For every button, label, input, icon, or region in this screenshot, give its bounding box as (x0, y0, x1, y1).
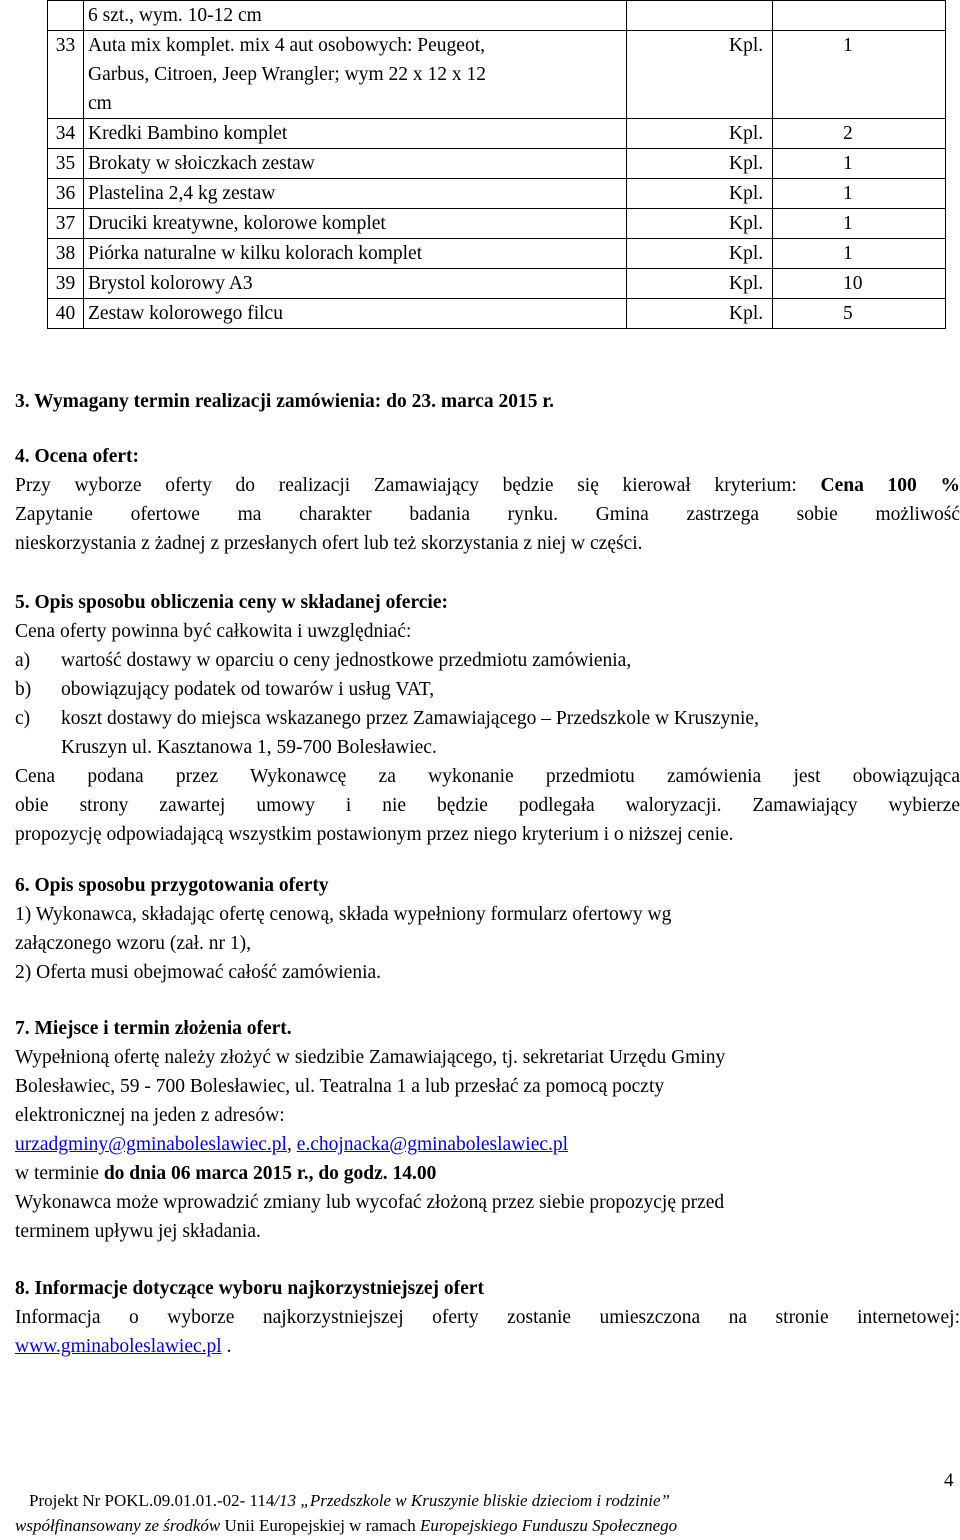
text-line: Wykonawca może wprowadzić zmiany lub wycofać złożoną przez siebie propozycję przed (15, 1192, 725, 1213)
items-table (47, 0, 946, 329)
item-number: 35 (48, 149, 84, 179)
section-4-line-2: Zapytanie ofertowe ma charakter badania rynku. Gmina zastrzega sobie możliwość (15, 504, 960, 525)
list-item-text: obowiązujący podatek od towarów i usług VAT, (61, 679, 435, 700)
section-8-line-1: Informacja o wyborze najkorzystniejszej oferty zostanie umieszczona na stronie internetowej: (15, 1307, 960, 1328)
table-row (48, 299, 946, 329)
item-name (84, 239, 627, 269)
item-name-line: Brystol kolorowy A3 (88, 273, 253, 294)
item-name-line: Brokaty w słoiczkach zestaw (88, 153, 315, 174)
table-row (48, 1, 946, 31)
section-4-line-3: nieskorzystania z żadnej z przesłanych ofert lub też skorzystania z niej w części. (15, 533, 643, 554)
section-7-final (15, 1188, 960, 1246)
section-6 (15, 871, 960, 987)
section-7-lines (15, 1043, 960, 1130)
footer (15, 1488, 945, 1538)
item-unit: Kpl. (627, 269, 773, 299)
item-quantity: 5 (773, 299, 946, 329)
item-name-line: Zestaw kolorowego filcu (88, 303, 283, 324)
item-unit: Kpl. (627, 239, 773, 269)
item-unit: Kpl. (627, 119, 773, 149)
item-name (84, 119, 627, 149)
text-line: załączonego wzoru (zał. nr 1), (15, 933, 252, 954)
section-4-heading: 4. Ocena ofert: (15, 446, 139, 467)
list-item-text: koszt dostawy do miejsca wskazanego przez Zamawiającego – Przedszkole w Kruszynie, (61, 708, 759, 729)
text-line: Cena podana przez Wykonawcę za wykonanie przedmiotu zamówienia jest obowiązująca (15, 766, 960, 787)
list-item (15, 646, 960, 675)
item-name-line: Kredki Bambino komplet (88, 123, 288, 144)
item-number: 36 (48, 179, 84, 209)
email-line: urzadgminy@gminaboleslawiec.pl, e.chojnacka@gminaboleslawiec.pl (15, 1134, 569, 1155)
item-name (84, 269, 627, 299)
table-row (48, 31, 946, 119)
text-line: 2) Oferta musi obejmować całość zamówienia. (15, 962, 382, 983)
item-unit: Kpl. (627, 179, 773, 209)
table-row (48, 209, 946, 239)
list-item-label: a) (15, 650, 31, 671)
section-5-heading: 5. Opis sposobu obliczenia ceny w składanej ofercie: (15, 592, 448, 613)
section-8-heading: 8. Informacje dotyczące wyboru najkorzystniejszej ofert (15, 1278, 484, 1299)
page-number: 4 (944, 1470, 954, 1491)
list-item-text: wartość dostawy w oparciu o ceny jednostkowe przedmiotu zamówienia, (61, 650, 632, 671)
item-quantity: 1 (773, 179, 946, 209)
deadline-bold: do dnia 06 marca 2015 r., do godz. 14.00 (103, 1163, 437, 1184)
text-line: elektronicznej na jeden z adresów: (15, 1105, 285, 1126)
item-name (84, 179, 627, 209)
item-number: 37 (48, 209, 84, 239)
footer-line-1: Projekt Nr POKL.09.01.01.-02- 114/13 „Przedszkole w Kruszynie bliskie dzieciom i rodzinie” (29, 1491, 670, 1510)
section-8 (15, 1274, 960, 1361)
deadline-line: w terminie do dnia 06 marca 2015 r., do godz. 14.00 (15, 1163, 437, 1184)
item-number: 34 (48, 119, 84, 149)
item-quantity: 1 (773, 239, 946, 269)
table-row (48, 149, 946, 179)
text-line: 1) Wykonawca, składając ofertę cenową, składa wypełniony formularz ofertowy wg (15, 904, 672, 925)
criterion-bold: Cena 100 % (820, 475, 960, 496)
section-4-line-1: Przy wyborze oferty do realizacji Zamawiający będzie się kierował kryterium: Cena 100 % (15, 475, 960, 496)
section-6-lines (15, 900, 960, 987)
item-name (84, 31, 627, 119)
item-number: 39 (48, 269, 84, 299)
item-name (84, 299, 627, 329)
email-link-1[interactable]: urzadgminy@gminaboleslawiec.pl (15, 1134, 287, 1155)
list-item (15, 675, 960, 704)
item-name (84, 209, 627, 239)
item-number: 40 (48, 299, 84, 329)
table-body (48, 31, 946, 329)
item-name-line: Auta mix komplet. mix 4 aut osobowych: Peugeot, (88, 35, 485, 56)
section-4 (15, 442, 960, 558)
website-link[interactable]: www.gminaboleslawiec.pl (15, 1336, 222, 1357)
item-unit: Kpl. (627, 149, 773, 179)
item-quantity: 10 (773, 269, 946, 299)
section-5-intro: Cena oferty powinna być całkowita i uwzględniać: (15, 621, 412, 642)
table-row (48, 269, 946, 299)
section-5-paragraph (15, 762, 960, 849)
item-unit: Kpl. (627, 31, 773, 119)
item-name-line: Garbus, Citroen, Jeep Wrangler; wym 22 x 12 x 12 (88, 64, 486, 85)
text-line: Bolesławiec, 59 - 700 Bolesławiec, ul. Teatralna 1 a lub przesłać za pomocą poczty (15, 1076, 665, 1097)
section-5 (15, 588, 960, 849)
email-link-2[interactable]: e.chojnacka@gminaboleslawiec.pl (296, 1134, 569, 1155)
item-name-line: Plastelina 2,4 kg zestaw (88, 183, 276, 204)
item-name-line: cm (88, 93, 112, 114)
section-6-heading: 6. Opis sposobu przygotowania oferty (15, 875, 329, 896)
list-item-label: b) (15, 679, 32, 700)
table-row (48, 119, 946, 149)
item-quantity: 1 (773, 209, 946, 239)
list-item (15, 704, 960, 733)
section-7-heading: 7. Miejsce i termin złożenia ofert. (15, 1018, 292, 1039)
item-unit: Kpl. (627, 299, 773, 329)
list-item-label: c) (15, 708, 31, 729)
item-quantity: 1 (773, 149, 946, 179)
item-name-line: Piórka naturalne w kilku kolorach komplet (88, 243, 423, 264)
section-7 (15, 1014, 960, 1246)
item-name: 6 szt., wym. 10-12 cm (84, 1, 627, 31)
section-8-link-line: www.gminaboleslawiec.pl . (15, 1336, 232, 1357)
text-line: Wypełnioną ofertę należy złożyć w siedzibie Zamawiającego, tj. sekretariat Urzędu Gminy (15, 1047, 726, 1068)
item-name (84, 149, 627, 179)
item-name-line: Druciki kreatywne, kolorowe komplet (88, 213, 386, 234)
text-line: terminem upływu jej składania. (15, 1221, 261, 1242)
table-row (48, 239, 946, 269)
text-line: propozycję odpowiadającą wszystkim postawionym przez niego kryterium i o niższej cenie. (15, 824, 734, 845)
item-unit: Kpl. (627, 209, 773, 239)
item-number: 33 (48, 31, 84, 119)
item-quantity: 2 (773, 119, 946, 149)
section-5-item-c-cont: Kruszyn ul. Kasztanowa 1, 59-700 Bolesławiec. (61, 737, 437, 758)
section-3-heading: 3. Wymagany termin realizacji zamówienia: do 23. marca 2015 r. (15, 391, 555, 412)
item-quantity: 1 (773, 31, 946, 119)
item-number: 38 (48, 239, 84, 269)
footer-line-2: współfinansowany ze środków Unii Europejskiej w ramach Europejskiego Funduszu Społecznego (15, 1516, 678, 1535)
table-row (48, 179, 946, 209)
section-5-list (15, 646, 960, 733)
text-line: obie strony zawartej umowy i nie będzie podlegała waloryzacji. Zamawiający wybierze (15, 795, 960, 816)
